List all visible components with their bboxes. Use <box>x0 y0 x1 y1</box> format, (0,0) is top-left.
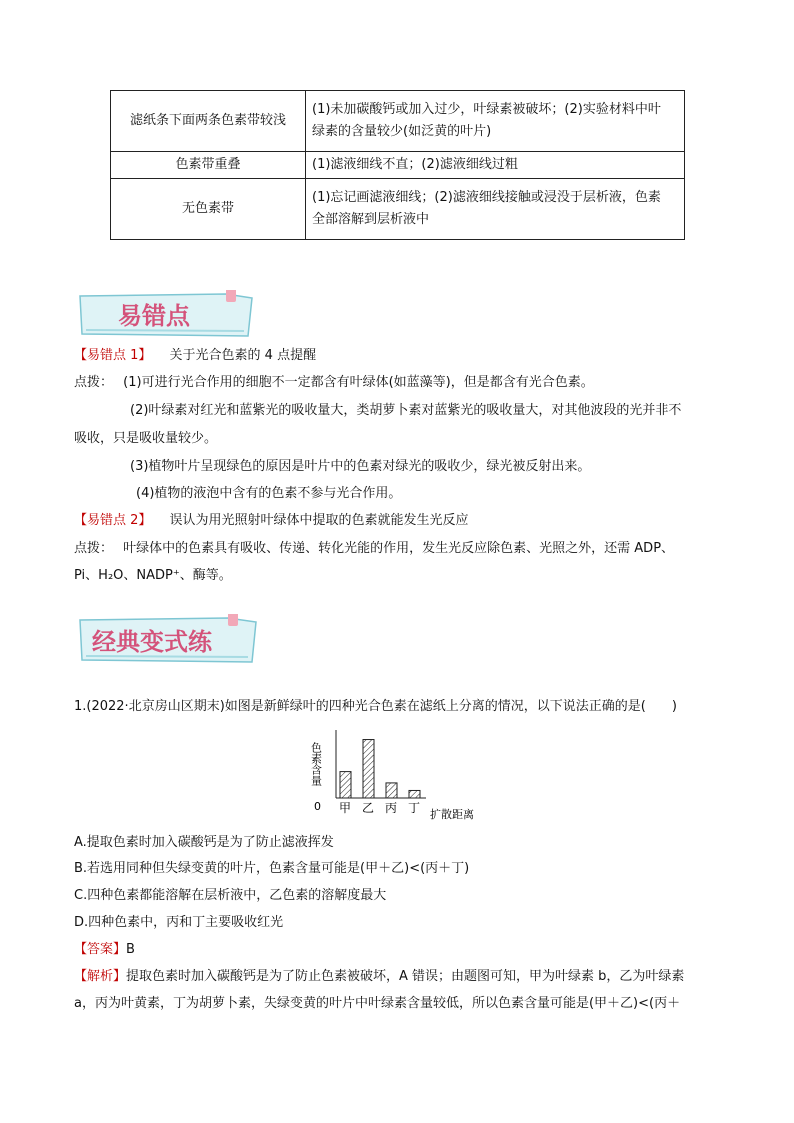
mistake-1-point-1 <box>74 372 734 394</box>
table-row <box>111 179 685 240</box>
table-cell-cause <box>306 152 685 179</box>
analysis-text: 提取色素时加入碳酸钙是为了防止色素被破坏，A 错误；由题图可知，甲为叶绿素 b，乙为叶绿素 <box>126 969 685 984</box>
section-banner-practice <box>76 614 262 664</box>
hint-label: 点拨： <box>74 541 114 556</box>
origin-label: 0 <box>314 800 321 813</box>
pigment-bar-chart <box>310 722 500 824</box>
banner-graphic <box>76 614 262 666</box>
table-cell-cause <box>306 91 685 152</box>
analysis-label: 【解析】 <box>74 969 127 984</box>
clip-icon <box>228 614 238 626</box>
analysis-line-2: a，丙为叶黄素，丁为胡萝卜素，失绿变黄的叶片中叶绿素含量较低，所以色素含量可能是(甲＋乙)<(丙＋ <box>74 996 681 1011</box>
section-banner-mistakes <box>76 290 258 340</box>
hint-label: 点拨： <box>74 375 114 390</box>
troubleshooting-table <box>110 90 685 240</box>
option-d: D.四种色素中，丙和丁主要吸收红光 <box>74 915 284 930</box>
category-label: 乙 <box>362 801 375 815</box>
table-cell-issue: 滤纸条下面两条色素带较浅 <box>111 91 306 152</box>
bar-甲 <box>340 772 351 798</box>
option-b: B.若选用同种但失绿变黄的叶片，色素含量可能是(甲＋乙)<(丙＋丁) <box>74 861 470 876</box>
option-a: A.提取色素时加入碳酸钙是为了防止滤液挥发 <box>74 835 334 850</box>
mistake-title: 误认为用光照射叶绿体中提取的色素就能发生光反应 <box>169 513 469 528</box>
y-axis-label: 色素含量 <box>310 742 323 786</box>
table-cell-issue: 色素带重叠 <box>111 152 306 179</box>
section-title: 易错点 <box>118 301 190 330</box>
cause-line: (1)未加碳酸钙或加入过少，叶绿素被破坏；(2)实验材料中叶 <box>312 102 661 117</box>
category-label: 甲 <box>339 801 352 815</box>
bar-丁 <box>409 790 420 798</box>
option-c: C.四种色素都能溶解在层析液中，乙色素的溶解度最大 <box>74 888 387 903</box>
cause-line: (1)忘记画滤液细线；(2)滤液细线接触或浸没于层析液，色素 <box>312 190 661 205</box>
bar-丙 <box>386 783 397 798</box>
cause-line: (1)滤液细线不直；(2)滤液细线过粗 <box>312 157 518 172</box>
x-axis-label: 扩散距离 <box>430 808 474 821</box>
cause-line: 绿素的含量较少(如泛黄的叶片) <box>312 124 492 139</box>
answer-value: B <box>126 942 135 957</box>
category-label: 丙 <box>385 801 398 815</box>
mistake-2-hint-cont: Pi、H₂O、NADP⁺、酶等。 <box>74 568 232 583</box>
question-stem: 1.(2022·北京房山区期末)如图是新鲜绿叶的四种光合色素在滤纸上分离的情况，以下说法正确的是( ) <box>74 699 677 714</box>
analysis-line-1 <box>74 966 734 988</box>
mistake-1-heading <box>74 345 734 367</box>
cause-line: 全部溶解到层析液中 <box>312 212 430 227</box>
mistake-2-hint <box>74 538 734 560</box>
mistake-1-point-2: (2)叶绿素对红光和蓝紫光的吸收量大，类胡萝卜素对蓝紫光的吸收量大，对其他波段的光并非不 <box>130 403 682 418</box>
section-title: 经典变式练 <box>92 627 212 656</box>
bar-乙 <box>363 740 374 798</box>
mistake-1-point-2-cont: 吸收，只是吸收量较少。 <box>74 431 218 446</box>
answer-line <box>74 939 734 961</box>
mistake-label: 【易错点 1】 <box>74 348 152 363</box>
answer-label: 【答案】 <box>74 942 127 957</box>
table-cell-cause <box>306 179 685 240</box>
clip-icon <box>226 290 236 302</box>
mistake-2-heading <box>74 510 734 532</box>
mistake-1-point-3: (3)植物叶片呈现绿色的原因是叶片中的色素对绿光的吸收少，绿光被反射出来。 <box>130 459 591 474</box>
category-label: 丁 <box>408 801 421 815</box>
mistake-1-point-4: (4)植物的液泡中含有的色素不参与光合作用。 <box>136 486 402 501</box>
banner-graphic <box>76 290 258 340</box>
table-row <box>111 152 685 179</box>
table-row <box>111 91 685 152</box>
hint-text: 叶绿体中的色素具有吸收、传递、转化光能的作用，发生光反应除色素、光照之外，还需 ADP、 <box>123 541 675 556</box>
table-cell-issue: 无色素带 <box>111 179 306 240</box>
hint-text: (1)可进行光合作用的细胞不一定都含有叶绿体(如蓝藻等)，但是都含有光合色素。 <box>123 375 594 390</box>
mistake-title: 关于光合色素的 4 点提醒 <box>169 348 317 363</box>
mistake-label: 【易错点 2】 <box>74 513 152 528</box>
